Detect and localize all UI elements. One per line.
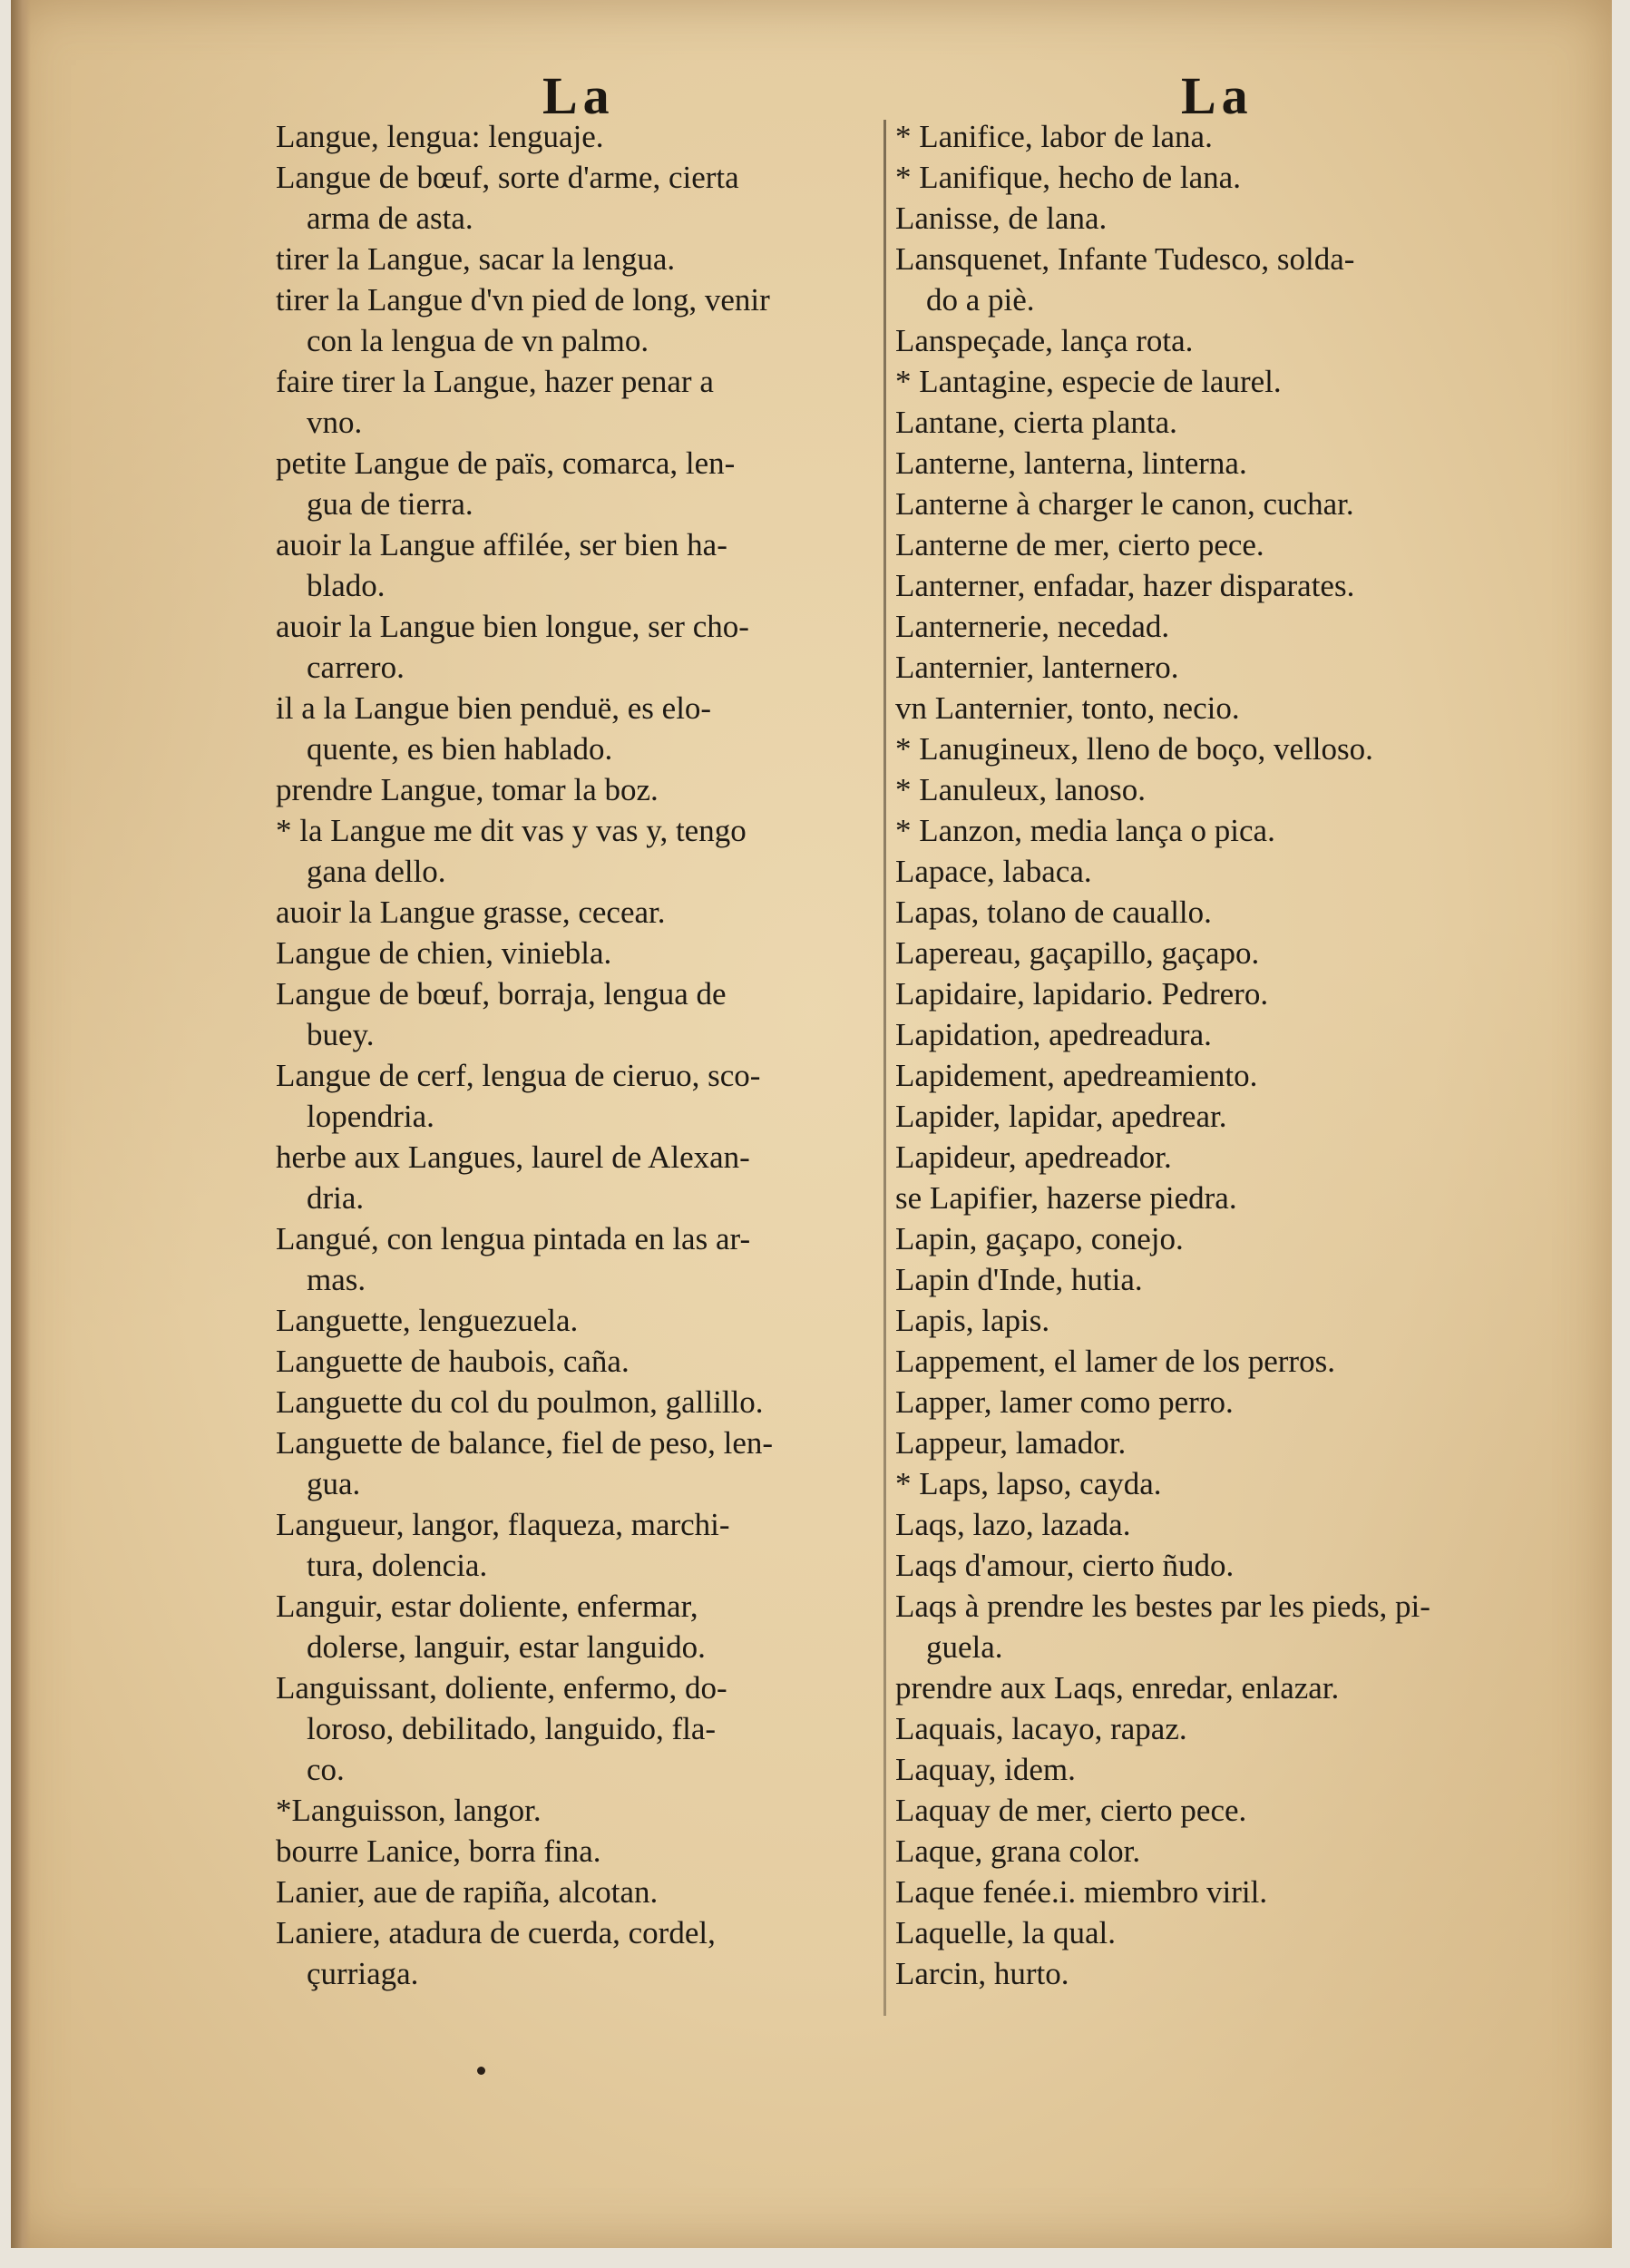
dictionary-entry	[276, 769, 773, 810]
entry-line: Laquelle, la qual.	[895, 1915, 1116, 1950]
dictionary-entry	[276, 973, 773, 1055]
column-divider	[883, 120, 886, 2016]
dictionary-entry	[276, 1912, 773, 1994]
entry-continuation: gana dello.	[307, 854, 446, 889]
dictionary-entry	[895, 1300, 1430, 1341]
dictionary-entry	[895, 1872, 1430, 1912]
entry-line: auoir la Langue grasse, cecear.	[276, 894, 666, 930]
entry-line: Lapereau, gaçapillo, gaçapo.	[895, 935, 1260, 971]
ink-dot	[477, 2067, 485, 2075]
entry-continuation: dria.	[307, 1180, 365, 1216]
dictionary-entry	[895, 810, 1430, 851]
entry-line: Laniere, atadura de cuerda, cordel,	[276, 1915, 716, 1950]
right-column-header: La	[1181, 66, 1254, 125]
entry-line: tirer la Langue, sacar la lengua.	[276, 241, 676, 277]
dictionary-entry	[276, 279, 773, 361]
book-spine-shadow	[11, 0, 31, 2248]
entry-line: vn Lanternier, tonto, necio.	[895, 690, 1240, 726]
dictionary-entry	[895, 198, 1430, 239]
dictionary-entry	[276, 1586, 773, 1667]
entry-line: Lapis, lapis.	[895, 1303, 1050, 1338]
dictionary-entry	[276, 1667, 773, 1790]
entry-continuation: buey.	[307, 1017, 375, 1052]
entry-line: Langue de chien, viniebla.	[276, 935, 612, 971]
entry-line: Langue de cerf, lengua de cieruo, sco-	[276, 1058, 761, 1093]
entry-line: Laquay, idem.	[895, 1752, 1076, 1787]
dictionary-entry	[895, 1831, 1430, 1872]
dictionary-entry	[276, 1790, 773, 1831]
entry-line: Langue de bœuf, borraja, lengua de	[276, 976, 727, 1012]
dictionary-entry	[276, 1504, 773, 1586]
dictionary-entry	[895, 1259, 1430, 1300]
entry-line: Lanterner, enfadar, hazer disparates.	[895, 568, 1355, 603]
entry-line: prendre aux Laqs, enredar, enlazar.	[895, 1670, 1340, 1706]
dictionary-entry	[895, 361, 1430, 402]
dictionary-entry	[276, 1137, 773, 1218]
entry-line: * Lanifique, hecho de lana.	[895, 160, 1241, 195]
entry-line: Languette de balance, fiel de peso, len-	[276, 1425, 774, 1461]
dictionary-entry	[895, 320, 1430, 361]
entry-continuation: con la lengua de vn palmo.	[307, 323, 649, 358]
entry-line: * Lantagine, especie de laurel.	[895, 364, 1282, 399]
entry-line: Lapin, gaçapo, conejo.	[895, 1221, 1184, 1256]
dictionary-entry	[895, 1463, 1430, 1504]
entry-continuation: quente, es bien hablado.	[307, 731, 613, 767]
dictionary-entry	[895, 851, 1430, 892]
entry-continuation: co.	[307, 1752, 345, 1787]
dictionary-entry	[895, 239, 1430, 320]
entry-line: Langue de bœuf, sorte d'arme, cierta	[276, 160, 739, 195]
dictionary-entry	[895, 1667, 1430, 1708]
dictionary-entry	[276, 1218, 773, 1300]
dictionary-entry	[895, 1014, 1430, 1055]
entry-continuation: dolerse, languir, estar languido.	[307, 1629, 706, 1665]
entry-continuation: gua.	[307, 1466, 361, 1501]
entry-line: petite Langue de païs, comarca, len-	[276, 445, 736, 481]
entry-continuation: loroso, debilitado, languido, fla-	[307, 1711, 717, 1746]
dictionary-entry	[895, 1953, 1430, 1994]
entry-line: Lapideur, apedreador.	[895, 1139, 1172, 1175]
entry-line: Languissant, doliente, enfermo, do-	[276, 1670, 727, 1706]
dictionary-entry	[276, 1341, 773, 1382]
entry-line: Lapper, lamer como perro.	[895, 1384, 1234, 1420]
entry-continuation: do a piè.	[926, 282, 1035, 318]
entry-line: * Lanzon, media lança o pica.	[895, 813, 1275, 848]
dictionary-entry	[276, 688, 773, 769]
entry-line: Lapas, tolano de cauallo.	[895, 894, 1212, 930]
dictionary-page	[11, 0, 1612, 2248]
entry-continuation: guela.	[926, 1629, 1003, 1665]
entry-line: Lapidement, apedreamiento.	[895, 1058, 1258, 1093]
entry-line: *Languisson, langor.	[276, 1793, 542, 1828]
entry-line: prendre Langue, tomar la boz.	[276, 772, 659, 807]
entry-line: Lappeur, lamador.	[895, 1425, 1127, 1461]
entry-line: Lapidation, apedreadura.	[895, 1017, 1212, 1052]
entry-continuation: gua de tierra.	[307, 486, 473, 522]
entry-line: Langue, lengua: lenguaje.	[276, 119, 604, 154]
dictionary-entry	[276, 157, 773, 239]
dictionary-entry	[895, 688, 1430, 728]
dictionary-entry	[895, 647, 1430, 688]
dictionary-entry	[895, 892, 1430, 933]
entry-line: Lanternier, lanternero.	[895, 650, 1179, 685]
dictionary-entry	[276, 1422, 773, 1504]
entry-line: Languette de haubois, caña.	[276, 1344, 630, 1379]
dictionary-entry	[276, 810, 773, 892]
dictionary-entry	[895, 1341, 1430, 1382]
dictionary-entry	[895, 1422, 1430, 1463]
entry-line: Laqs d'amour, cierto ñudo.	[895, 1548, 1235, 1583]
dictionary-entry	[895, 1382, 1430, 1422]
entry-line: auoir la Langue bien longue, ser cho-	[276, 609, 749, 644]
entry-line: * Lanugineux, lleno de boço, velloso.	[895, 731, 1373, 767]
dictionary-entry	[276, 1300, 773, 1341]
dictionary-entry	[895, 973, 1430, 1014]
dictionary-entry	[895, 769, 1430, 810]
entry-continuation: blado.	[307, 568, 386, 603]
dictionary-entry	[276, 239, 773, 279]
dictionary-entry	[276, 443, 773, 524]
left-column	[276, 116, 773, 1994]
entry-line: auoir la Langue affilée, ser bien ha-	[276, 527, 727, 562]
dictionary-entry	[895, 1708, 1430, 1749]
dictionary-entry	[895, 484, 1430, 524]
entry-continuation: lopendria.	[307, 1099, 434, 1134]
dictionary-entry	[895, 1218, 1430, 1259]
entry-line: Laque fenée.i. miembro viril.	[895, 1874, 1268, 1910]
entry-line: Lapider, lapidar, apedrear.	[895, 1099, 1227, 1134]
entry-line: Lanterne à charger le canon, cuchar.	[895, 486, 1354, 522]
dictionary-entry	[895, 524, 1430, 565]
dictionary-entry	[895, 1504, 1430, 1545]
entry-line: * Laps, lapso, cayda.	[895, 1466, 1162, 1501]
dictionary-entry	[895, 1055, 1430, 1096]
dictionary-entry	[895, 1137, 1430, 1178]
entry-line: Languir, estar doliente, enfermar,	[276, 1589, 698, 1624]
dictionary-entry	[895, 933, 1430, 973]
dictionary-entry	[895, 402, 1430, 443]
entry-line: Lanspeçade, lança rota.	[895, 323, 1194, 358]
entry-continuation: çurriaga.	[307, 1956, 419, 1991]
dictionary-entry	[895, 1178, 1430, 1218]
entry-line: Lappement, el lamer de los perros.	[895, 1344, 1335, 1379]
entry-continuation: arma de asta.	[307, 200, 473, 236]
dictionary-entry	[895, 1790, 1430, 1831]
entry-line: * Lanifice, labor de lana.	[895, 119, 1213, 154]
dictionary-entry	[276, 524, 773, 606]
dictionary-entry	[895, 1096, 1430, 1137]
dictionary-entry	[895, 443, 1430, 484]
entry-line: Langueur, langor, flaqueza, marchi-	[276, 1507, 730, 1542]
entry-line: bourre Lanice, borra fina.	[276, 1833, 601, 1869]
entry-line: Lansquenet, Infante Tudesco, solda-	[895, 241, 1355, 277]
entry-line: Lapin d'Inde, hutia.	[895, 1262, 1143, 1297]
dictionary-entry	[276, 606, 773, 688]
entry-line: se Lapifier, hazerse piedra.	[895, 1180, 1237, 1216]
entry-line: herbe aux Langues, laurel de Alexan-	[276, 1139, 750, 1175]
dictionary-entry	[276, 361, 773, 443]
entry-line: tirer la Langue d'vn pied de long, venir	[276, 282, 770, 318]
dictionary-entry	[895, 116, 1430, 157]
entry-continuation: vno.	[307, 405, 363, 440]
entry-continuation: mas.	[307, 1262, 366, 1297]
left-column-header: La	[542, 66, 615, 125]
dictionary-entry	[895, 157, 1430, 198]
dictionary-entry	[895, 565, 1430, 606]
entry-line: * Lanuleux, lanoso.	[895, 772, 1147, 807]
entry-line: Larcin, hurto.	[895, 1956, 1069, 1991]
dictionary-entry	[276, 1831, 773, 1872]
entry-line: Lanisse, de lana.	[895, 200, 1108, 236]
dictionary-entry	[895, 1586, 1430, 1667]
dictionary-entry	[276, 892, 773, 933]
entry-continuation: carrero.	[307, 650, 405, 685]
entry-continuation: tura, dolencia.	[307, 1548, 488, 1583]
entry-line: il a la Langue bien penduë, es elo-	[276, 690, 712, 726]
entry-line: * la Langue me dit vas y vas y, tengo	[276, 813, 747, 848]
entry-line: Lapace, labaca.	[895, 854, 1092, 889]
entry-line: Laque, grana color.	[895, 1833, 1141, 1869]
dictionary-entry	[895, 1749, 1430, 1790]
entry-line: Lapidaire, lapidario. Pedrero.	[895, 976, 1269, 1012]
dictionary-entry	[276, 1872, 773, 1912]
entry-line: Languette du col du poulmon, gallillo.	[276, 1384, 764, 1420]
entry-line: faire tirer la Langue, hazer penar a	[276, 364, 714, 399]
entry-line: Lanterne de mer, cierto pece.	[895, 527, 1264, 562]
dictionary-entry	[895, 728, 1430, 769]
dictionary-entry	[895, 1545, 1430, 1586]
dictionary-entry	[895, 1912, 1430, 1953]
entry-line: Langué, con lengua pintada en las ar-	[276, 1221, 751, 1256]
entry-line: Lantane, cierta planta.	[895, 405, 1177, 440]
entry-line: Lanterne, lanterna, linterna.	[895, 445, 1247, 481]
entry-line: Laqs à prendre les bestes par les pieds, pi-	[895, 1589, 1430, 1624]
entry-line: Lanternerie, necedad.	[895, 609, 1170, 644]
entry-line: Laquay de mer, cierto pece.	[895, 1793, 1247, 1828]
entry-line: Laquais, lacayo, rapaz.	[895, 1711, 1187, 1746]
dictionary-entry	[276, 116, 773, 157]
dictionary-entry	[276, 1382, 773, 1422]
right-column	[895, 116, 1430, 1994]
entry-line: Laqs, lazo, lazada.	[895, 1507, 1131, 1542]
dictionary-entry	[276, 1055, 773, 1137]
entry-line: Languette, lenguezuela.	[276, 1303, 579, 1338]
dictionary-entry	[895, 606, 1430, 647]
dictionary-entry	[276, 933, 773, 973]
entry-line: Lanier, aue de rapiña, alcotan.	[276, 1874, 659, 1910]
